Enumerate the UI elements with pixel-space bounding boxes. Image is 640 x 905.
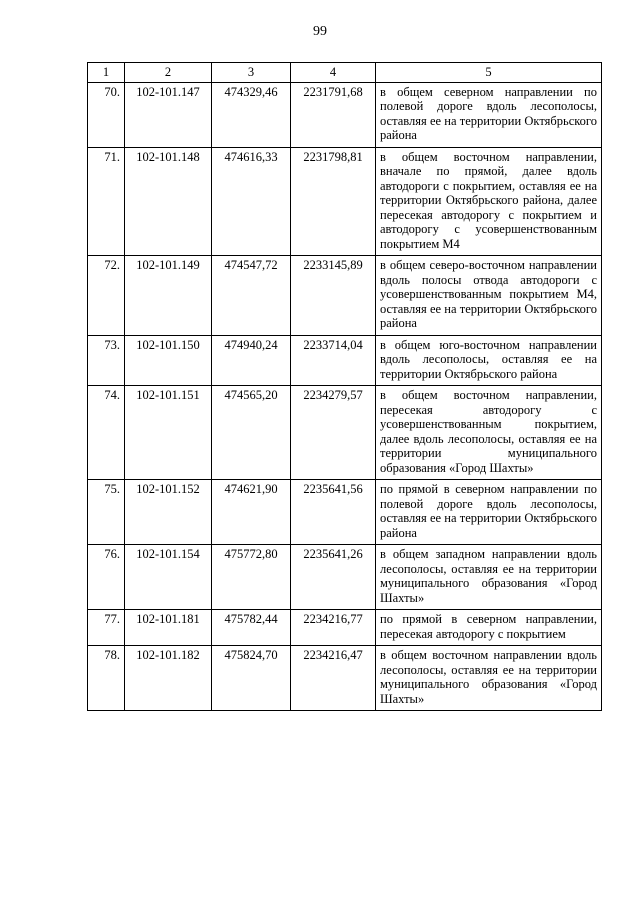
table-row xyxy=(88,386,602,480)
point-code: 102-101.154 xyxy=(125,545,212,610)
boundary-description: в общем западном направлении вдоль лесополосы, оставляя ее на территории муниципального образования «Город Шахты» xyxy=(376,545,602,610)
coordinate-x: 474940,24 xyxy=(212,335,291,386)
point-code: 102-101.152 xyxy=(125,480,212,545)
column-header-3: 3 xyxy=(212,63,291,83)
point-code: 102-101.181 xyxy=(125,610,212,646)
table-row xyxy=(88,646,602,711)
boundary-table xyxy=(87,62,602,711)
column-header-1: 1 xyxy=(88,63,125,83)
table-row xyxy=(88,147,602,256)
table-row xyxy=(88,256,602,336)
coordinate-y: 2233714,04 xyxy=(291,335,376,386)
point-code: 102-101.147 xyxy=(125,82,212,147)
table-body xyxy=(88,82,602,711)
boundary-description: в общем северо-восточном направлении вдоль полосы отвода автодороги с усовершенствованным покрытием М4, оставляя ее на территории Октябрьского района xyxy=(376,256,602,336)
boundary-description: по прямой в северном направлении, пересекая автодорогу с покрытием xyxy=(376,610,602,646)
row-number: 71. xyxy=(88,147,125,256)
row-number: 75. xyxy=(88,480,125,545)
point-code: 102-101.182 xyxy=(125,646,212,711)
coordinate-x: 474616,33 xyxy=(212,147,291,256)
coordinate-y: 2231798,81 xyxy=(291,147,376,256)
boundary-description: по прямой в северном направлении по полевой дороге вдоль лесополосы, оставляя ее на территории Октябрьского района xyxy=(376,480,602,545)
point-code: 102-101.149 xyxy=(125,256,212,336)
coordinate-y: 2233145,89 xyxy=(291,256,376,336)
table-header xyxy=(88,63,602,83)
row-number: 77. xyxy=(88,610,125,646)
coordinate-y: 2235641,56 xyxy=(291,480,376,545)
coordinate-y: 2234216,77 xyxy=(291,610,376,646)
coordinate-x: 474565,20 xyxy=(212,386,291,480)
page-number: 99 xyxy=(313,24,327,39)
row-number: 73. xyxy=(88,335,125,386)
boundary-description: в общем восточном направлении вдоль лесополосы, оставляя ее на территории муниципального образования «Город Шахты» xyxy=(376,646,602,711)
coordinate-y: 2231791,68 xyxy=(291,82,376,147)
row-number: 72. xyxy=(88,256,125,336)
table-row xyxy=(88,610,602,646)
row-number: 78. xyxy=(88,646,125,711)
column-header-5: 5 xyxy=(376,63,602,83)
coordinate-x: 475782,44 xyxy=(212,610,291,646)
coordinate-y: 2234216,47 xyxy=(291,646,376,711)
table-row xyxy=(88,480,602,545)
table-row xyxy=(88,335,602,386)
point-code: 102-101.148 xyxy=(125,147,212,256)
coordinate-y: 2234279,57 xyxy=(291,386,376,480)
row-number: 76. xyxy=(88,545,125,610)
boundary-description: в общем восточном направлении, вначале по прямой, далее вдоль автодороги с покрытием, оставляя ее на территории Октябрьского района, далее пересекая автодорогу с покрытием и автодорогу с усовершенствованным покрытием М4 xyxy=(376,147,602,256)
column-header-4: 4 xyxy=(291,63,376,83)
column-header-2: 2 xyxy=(125,63,212,83)
boundary-description: в общем восточном направлении, пересекая автодорогу с усовершенствованным покрытием, далее вдоль лесополосы, оставляя ее на территории муниципального образования «Город Шахты» xyxy=(376,386,602,480)
coordinate-x: 475824,70 xyxy=(212,646,291,711)
header-row xyxy=(88,63,602,83)
table-row xyxy=(88,82,602,147)
point-code: 102-101.151 xyxy=(125,386,212,480)
boundary-description: в общем юго-восточном направлении вдоль лесополосы, оставляя ее на территории Октябрьского района xyxy=(376,335,602,386)
coordinate-y: 2235641,26 xyxy=(291,545,376,610)
coordinate-x: 474621,90 xyxy=(212,480,291,545)
boundary-description: в общем северном направлении по полевой дороге вдоль лесополосы, оставляя ее на территории Октябрьского района xyxy=(376,82,602,147)
coordinate-x: 474329,46 xyxy=(212,82,291,147)
coordinate-x: 474547,72 xyxy=(212,256,291,336)
point-code: 102-101.150 xyxy=(125,335,212,386)
table-row xyxy=(88,545,602,610)
coordinate-x: 475772,80 xyxy=(212,545,291,610)
row-number: 70. xyxy=(88,82,125,147)
row-number: 74. xyxy=(88,386,125,480)
